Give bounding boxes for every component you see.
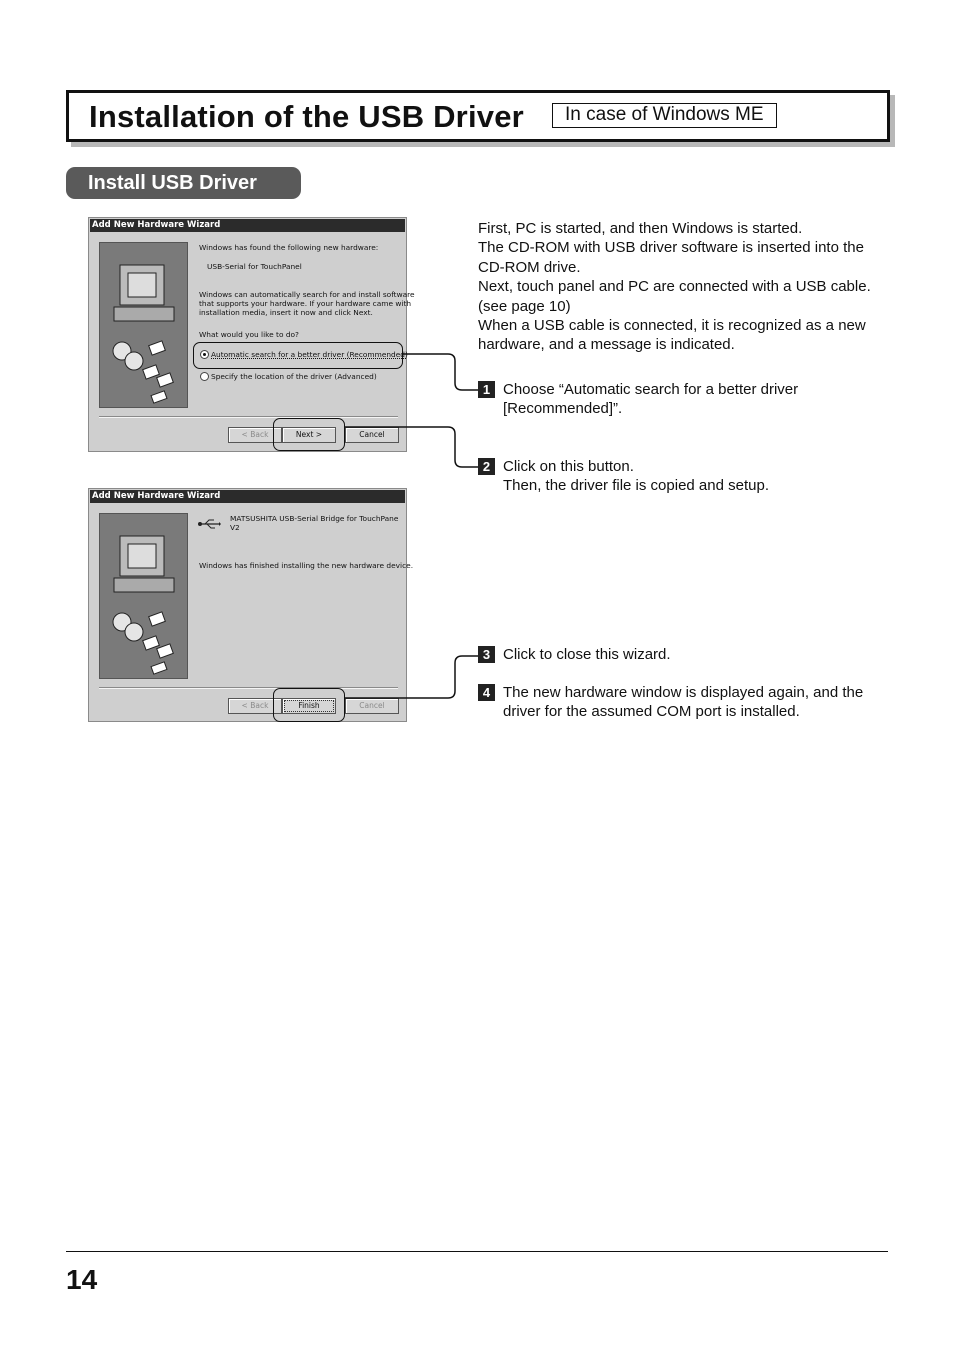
device-line-2: V2	[230, 523, 240, 532]
step-text: Choose “Automatic search for a better driver	[503, 381, 799, 398]
cancel-button[interactable]: Cancel	[345, 698, 399, 714]
step-2	[478, 457, 769, 496]
intro-line: First, PC is started, and then Windows is started.	[478, 220, 803, 237]
device-line-1: MATSUSHITA USB-Serial Bridge for TouchPane	[230, 514, 399, 523]
intro-line: The CD-ROM with USB driver software is inserted into the	[478, 239, 864, 257]
question-text: What would you like to do?	[199, 330, 299, 339]
step-number: 4	[478, 684, 495, 701]
page-title: Installation of the USB Driver	[89, 99, 524, 134]
step-3	[478, 645, 671, 664]
step-number: 2	[478, 458, 495, 475]
desc-line-2: that supports your hardware. If your hardware came with	[199, 299, 412, 308]
page-number: 14	[66, 1264, 98, 1295]
step-text: [Recommended]”.	[503, 400, 623, 418]
intro-line: (see page 10)	[478, 297, 571, 315]
finish-button[interactable]: Finish	[282, 698, 336, 714]
step-number: 1	[478, 381, 495, 398]
step-text: Click on this button.	[503, 458, 634, 475]
cancel-button[interactable]: Cancel	[345, 427, 399, 443]
back-button[interactable]: < Back	[228, 698, 282, 714]
step-text: The new hardware window is displayed again, and the	[503, 684, 864, 701]
dialog-titlebar: Add New Hardware Wizard	[90, 219, 405, 232]
intro-paragraph	[478, 219, 871, 355]
desc-line-1: Windows can automatically search for and install software	[199, 290, 415, 299]
step-text: Click to close this wizard.	[503, 646, 671, 663]
back-button[interactable]: < Back	[228, 427, 282, 443]
found-text: Windows has found the following new hardware:	[199, 243, 379, 252]
os-tag: In case of Windows ME	[552, 103, 777, 128]
intro-line: Next, touch panel and PC are connected with a USB cable.	[478, 278, 871, 296]
section-heading: Install USB Driver	[66, 167, 301, 199]
device-name: USB-Serial for TouchPanel	[207, 262, 302, 271]
dialog-titlebar: Add New Hardware Wizard	[90, 490, 405, 503]
intro-line: hardware, and a message is indicated.	[478, 336, 735, 354]
option-auto-label[interactable]: Automatic search for a better driver (Recommended)	[211, 350, 408, 359]
finished-text: Windows has finished installing the new hardware device.	[199, 561, 414, 570]
intro-line: CD-ROM drive.	[478, 258, 581, 276]
next-button[interactable]: Next >	[282, 427, 336, 443]
desc-line-3: installation media, insert it now and click Next.	[199, 308, 373, 317]
intro-line: When a USB cable is connected, it is recognized as a new	[478, 317, 866, 335]
footer-rule	[66, 1251, 888, 1252]
step-4	[478, 683, 863, 722]
step-1	[478, 380, 798, 419]
step-text: Then, the driver file is copied and setup.	[503, 477, 769, 495]
step-text: driver for the assumed COM port is installed.	[503, 703, 800, 721]
step-number: 3	[478, 646, 495, 663]
option-manual-label[interactable]: Specify the location of the driver (Advanced)	[211, 372, 377, 381]
